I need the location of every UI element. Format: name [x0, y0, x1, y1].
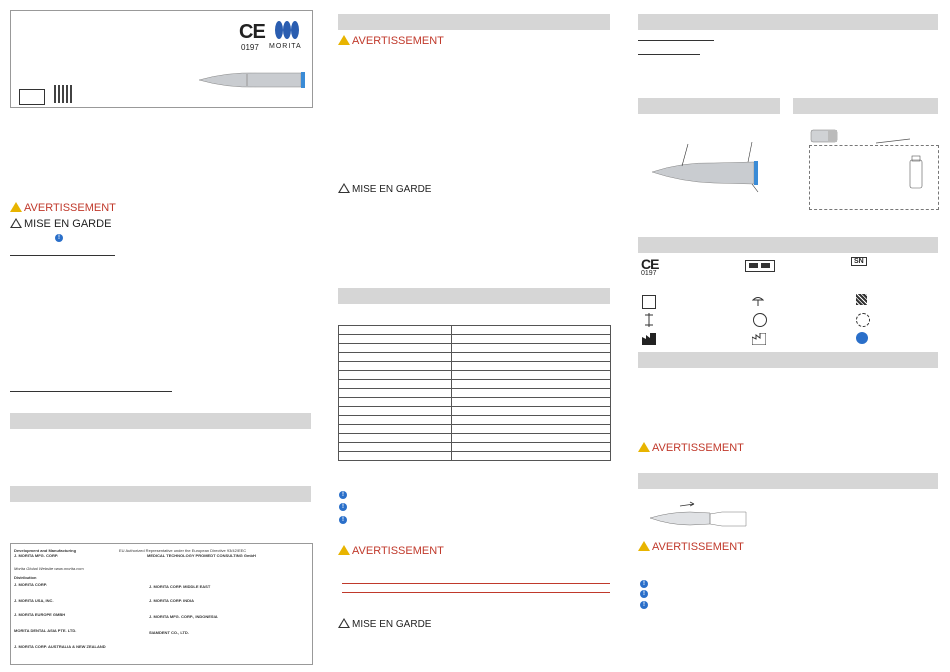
warning-icon: [638, 541, 650, 551]
divider: [10, 255, 115, 256]
caution-icon: [10, 218, 22, 228]
section-header: [338, 288, 610, 304]
section-header: [638, 352, 938, 368]
warning-icon: [638, 442, 650, 452]
avertissement-label-4: AVERTISSEMENT: [638, 442, 744, 454]
mise-en-garde-label-1: MISE EN GARDE: [10, 218, 111, 230]
symbol-manual-icon: [642, 295, 656, 309]
caution-icon: [338, 618, 350, 628]
right-distributor-4: SIAMDENT CO., LTD.: [149, 630, 189, 635]
divider: [638, 40, 714, 41]
section-header: [638, 473, 938, 489]
company-name: J. MORITA MFG. CORP.: [14, 553, 59, 558]
distributor-4: MORITA DENTAL ASIA PTE. LTD.: [14, 628, 77, 633]
section-header: [638, 98, 780, 114]
info-icon: !: [640, 580, 648, 588]
right-distributor-3: J. MORITA MFG. CORP., INDONESIA: [149, 614, 218, 619]
section-header: [10, 486, 311, 502]
info-icon: !: [339, 491, 347, 499]
warning-icon: [338, 35, 350, 45]
symbol-manufacturer-icon: [642, 332, 656, 350]
symbol-sn: SN: [851, 257, 867, 266]
symbol-ce: CE: [641, 256, 659, 272]
handpiece-image: [197, 67, 309, 98]
brand-name: MORITA: [269, 43, 302, 50]
attach-handpiece-diagram: [650, 500, 750, 537]
cover-panel: [10, 10, 313, 108]
info-icon: !: [339, 503, 347, 511]
distributor-1: J. MORITA CORP.: [14, 582, 48, 587]
symbol-ce-number: 0197: [641, 270, 657, 277]
avertissement-label-3: AVERTISSEMENT: [338, 545, 444, 557]
red-divider: [342, 583, 610, 584]
specifications-table: [338, 325, 611, 461]
section-header: [338, 14, 610, 30]
symbol-keep-dry-icon: [752, 294, 764, 306]
warning-icon: [338, 545, 350, 555]
distributor-5: J. MORITA CORP. AUSTRALIA & NEW ZEALAND: [14, 644, 106, 649]
back-cover-panel: [10, 543, 313, 665]
right-distributor-2: J. MORITA CORP. INDIA: [149, 598, 195, 603]
section-header: [793, 98, 938, 114]
section-header: [10, 413, 311, 429]
caution-icon: [338, 183, 350, 193]
eu-rep-name: MEDICAL TECHNOLOGY PROMEDT CONSULTING GmbH: [147, 553, 256, 558]
avertissement-label-2: AVERTISSEMENT: [338, 35, 444, 47]
dev-title: Development and Manufacturing: [14, 548, 77, 553]
warning-icon: [10, 202, 22, 212]
symbol-sterilize-icon: [856, 313, 870, 327]
website-link[interactable]: Morita Global Website www.morita.com: [14, 566, 84, 571]
distributor-2: J. MORITA USA, INC.: [14, 598, 54, 603]
mise-en-garde-label-2: MISE EN GARDE: [338, 183, 431, 195]
eu-rep: EU Authorized Representative under the European Directive 93/42/EEC: [119, 548, 247, 553]
mise-en-garde-label-3: MISE EN GARDE: [338, 618, 431, 630]
right-distributor-1: J. MORITA CORP. MIDDLE EAST: [149, 584, 211, 589]
ce-mark: CE: [239, 21, 265, 43]
section-header: [638, 14, 938, 30]
avertissement-label-5: AVERTISSEMENT: [638, 541, 744, 553]
info-icon: !: [640, 590, 648, 598]
symbol-humidity-icon: [753, 313, 767, 327]
info-icon: !: [339, 516, 347, 524]
avertissement-label-1: AVERTISSEMENT: [10, 202, 116, 214]
qr-code-icon: [54, 85, 72, 103]
symbol-instructions-icon: [856, 332, 868, 344]
symbol-date-icon: [752, 332, 766, 350]
divider: [638, 54, 700, 55]
handpiece-diagram: [652, 138, 772, 199]
section-header: [638, 237, 938, 253]
symbol-usb-icon: [745, 260, 775, 272]
distribution-heading: Distribution: [14, 575, 37, 580]
accessory-box: [809, 145, 939, 210]
ref-box: [19, 89, 45, 105]
ce-number: 0197: [241, 43, 259, 52]
distributor-3: J. MORITA EUROPE GMBH: [14, 612, 66, 617]
red-divider: [342, 592, 610, 593]
info-icon: !: [640, 601, 648, 609]
morita-logo-icon: [271, 20, 301, 42]
divider: [10, 391, 172, 392]
symbol-qr-icon: [856, 294, 867, 305]
info-icon: !: [55, 234, 63, 242]
symbol-temperature-icon: [645, 313, 653, 327]
